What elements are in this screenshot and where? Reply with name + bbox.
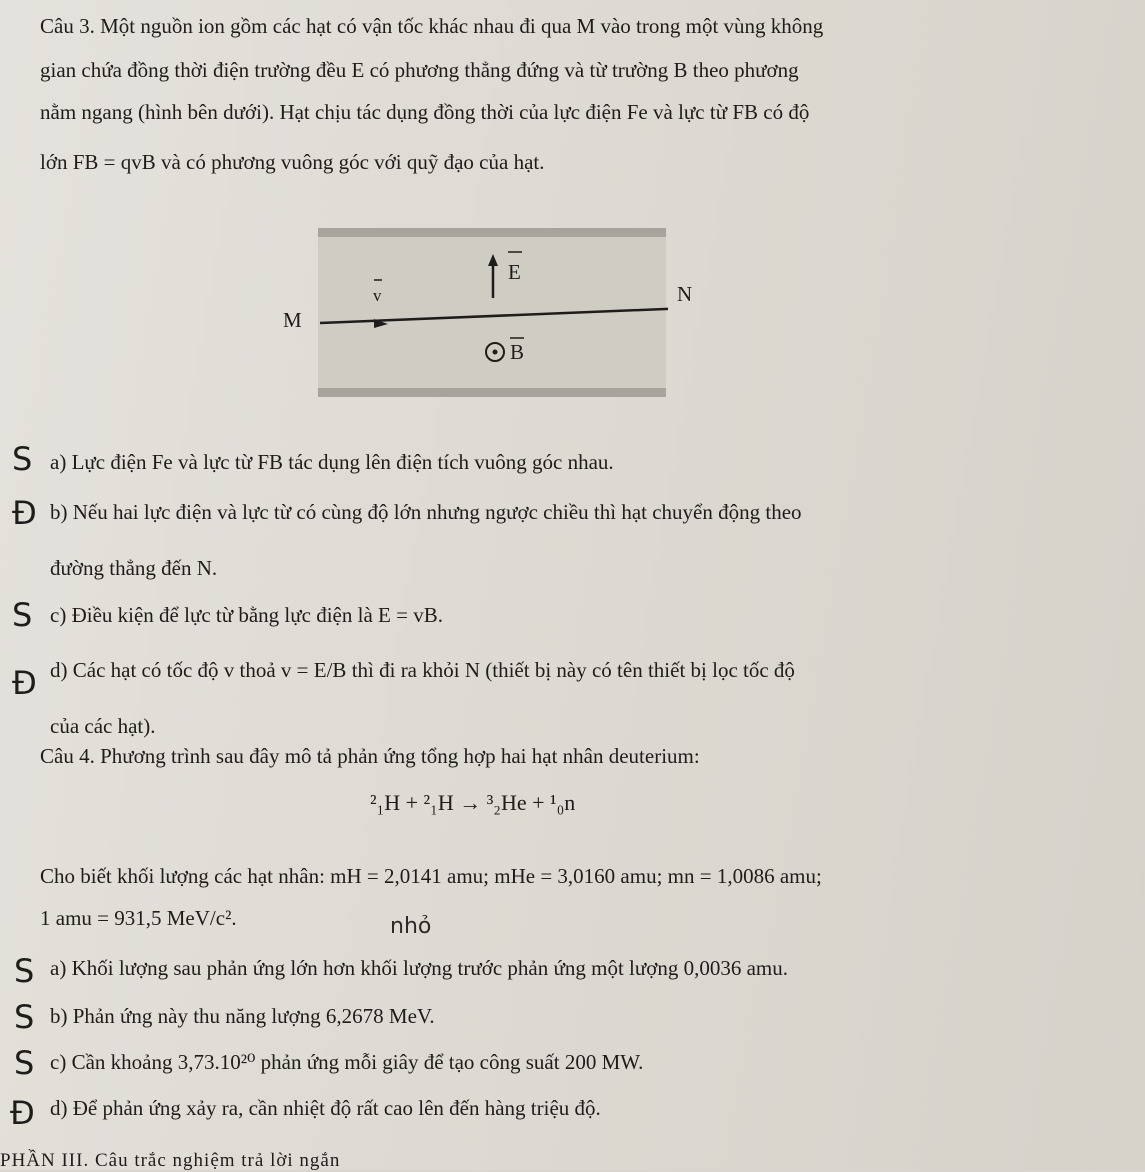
diagram-arrows <box>318 228 668 406</box>
q3-line-4: lớn FB = qvB và có phương vuông góc với quỹ đạo của hạt. <box>40 150 545 174</box>
q3-option-a: a) Lực điện Fe và lực từ FB tác dụng lên điện tích vuông góc nhau. <box>50 450 614 474</box>
q4-option-d: d) Để phản ứng xảy ra, cần nhiệt độ rất cao lên đến hàng triệu độ. <box>50 1096 601 1120</box>
handwritten-mark-q4a: S <box>14 952 35 990</box>
q3-option-d-line-1: d) Các hạt có tốc độ v thoả v = E/B thì đi ra khỏi N (thiết bị này có tên thiết bị lọc tốc độ <box>50 658 795 682</box>
handwritten-mark-q4c: S <box>14 1044 35 1082</box>
handwritten-mark-q3a: S <box>12 440 33 478</box>
q4-option-b: b) Phản ứng này thu năng lượng 6,2678 MeV. <box>50 1004 435 1028</box>
label-E: E <box>508 260 521 284</box>
q3-line-2: gian chứa đồng thời điện trường đều E có phương thẳng đứng và từ trường B theo phương <box>40 58 799 82</box>
q4-option-a: a) Khối lượng sau phản ứng lớn hơn khối lượng trước phản ứng một lượng 0,0036 amu. <box>50 956 789 980</box>
label-M: M <box>283 308 302 332</box>
velocity-selector-diagram <box>318 228 668 406</box>
q3-option-c: c) Điều kiện để lực từ bằng lực điện là E = vB. <box>50 603 443 627</box>
q4-line-2: Cho biết khối lượng các hạt nhân: mH = 2,0141 amu; mHe = 3,0160 amu; mn = 1,0086 amu; <box>40 864 822 888</box>
section-heading-part-3: PHẦN III. Câu trắc nghiệm trả lời ngắn <box>0 1150 341 1171</box>
label-N: N <box>677 282 693 306</box>
handwritten-mark-q3d: Đ <box>12 664 37 702</box>
handwritten-mark-q3c: S <box>12 596 33 634</box>
q4-equation: ²₁H + ²₁H → ³₂He + ¹₀n <box>370 790 576 815</box>
handwritten-mark-q4d: Đ <box>10 1094 35 1132</box>
q3-option-b-line-1: b) Nếu hai lực điện và lực từ có cùng độ lớn nhưng ngược chiều thì hạt chuyển động theo <box>50 500 802 524</box>
q3-option-b-line-2: đường thẳng đến N. <box>50 556 218 580</box>
q3-option-d-line-2: của các hạt). <box>50 714 156 738</box>
q3-line-1: Câu 3. Một nguồn ion gồm các hạt có vận tốc khác nhau đi qua M vào trong một vùng không <box>40 14 824 38</box>
q4-option-c: c) Cần khoảng 3,73.10²⁰ phản ứng mỗi giây để tạo công suất 200 MW. <box>50 1050 644 1074</box>
q4-line-3: 1 amu = 931,5 MeV/c². <box>40 906 237 930</box>
handwritten-note: nhỏ <box>390 914 432 939</box>
q4-line-1: Câu 4. Phương trình sau đây mô tả phản ứng tổng hợp hai hạt nhân deuterium: <box>40 744 700 768</box>
label-v: v <box>373 286 382 305</box>
q3-line-3: nằm ngang (hình bên dưới). Hạt chịu tác dụng đồng thời của lực điện Fe và lực từ FB có độ <box>40 100 810 124</box>
label-B: B <box>510 340 525 364</box>
handwritten-mark-q4b: S <box>14 998 35 1036</box>
handwritten-mark-q3b: Đ <box>12 494 37 532</box>
